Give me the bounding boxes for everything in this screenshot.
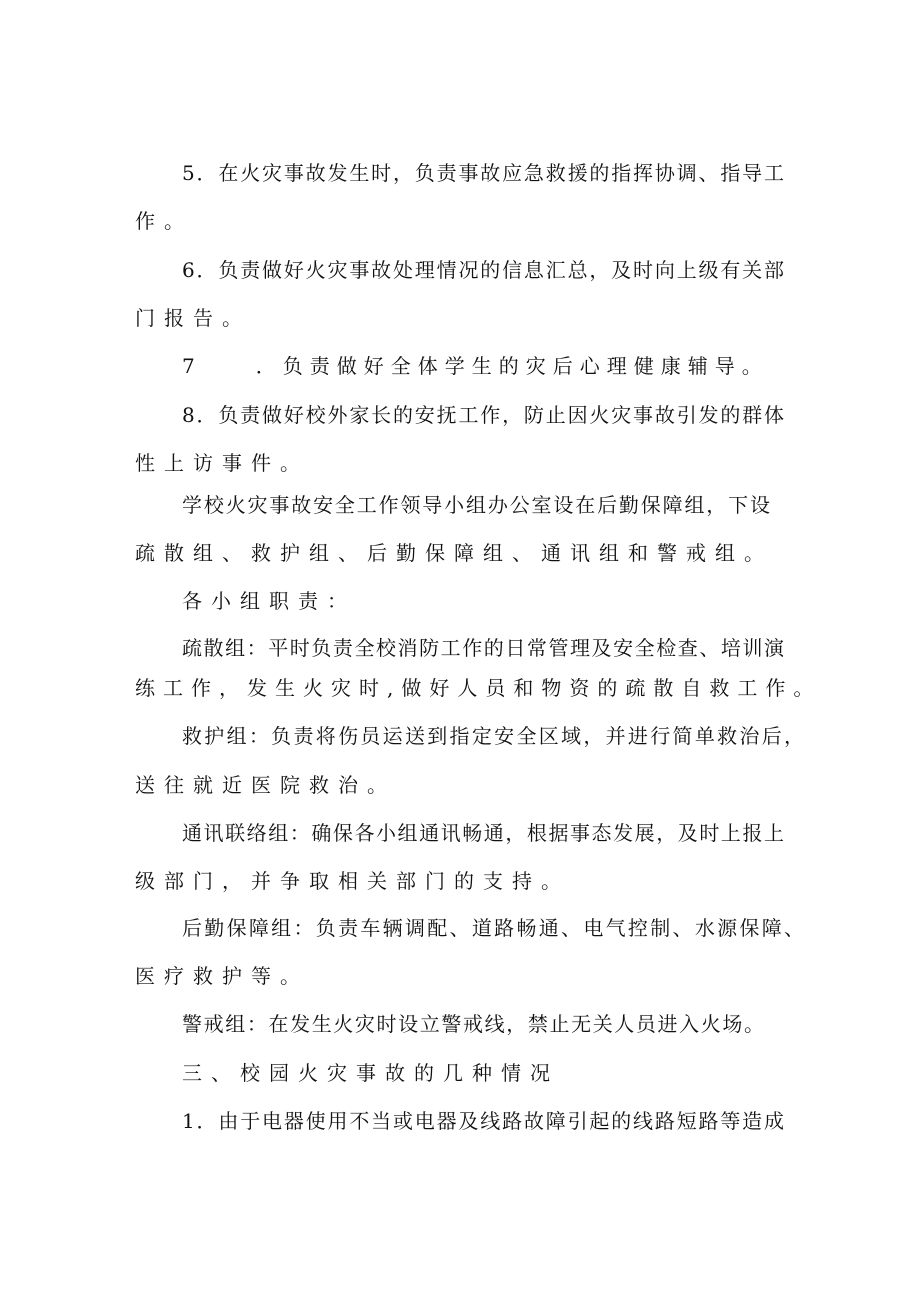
text-line: 后勤保障组：负责车辆调配、道路畅通、电气控制、水源保障、 [182,916,804,940]
text-line: 作。 [135,209,193,233]
text-line: 6．负责做好火灾事故处理情况的信息汇总，及时向上级有关部 [182,258,784,282]
text-line: 8．负责做好校外家长的安抚工作，防止因火灾事故引发的群体 [182,403,784,427]
text-line: 练工作，发生火灾时,做好人员和物资的疏散自救工作。 [135,676,822,700]
text-line: 送往就近医院救治。 [135,773,396,797]
text-line: 救护组：负责将伤员运送到指定安全区域，并进行简单救治后， [182,724,804,748]
text-line: 级部门，并争取相关部门的支持。 [135,869,570,893]
text-line: 通讯联络组：确保各小组通讯畅通，根据事态发展，及时上报上 [182,821,784,845]
text-line: 1．由于电器使用不当或电器及线路故障引起的线路短路等造成 [182,1109,784,1133]
text-line: 门报告。 [135,306,251,330]
text-line: 疏散组：平时负责全校消防工作的日常管理及安全检查、培训演 [182,636,784,660]
text-line: 性上访事件。 [135,451,309,475]
text-line: 7 ．负责做好全体学生的灾后心理健康辅导。 [182,354,769,378]
text-line: 医疗救护等。 [135,964,309,988]
text-line: 警戒组：在发生火灾时设立警戒线，禁止无关人员进入火场。 [182,1012,764,1036]
text-line: 学校火灾事故安全工作领导小组办公室设在后勤保障组，下设 [182,493,770,517]
text-line: 疏散组、救护组、后勤保障组、通讯组和警戒组。 [135,541,773,565]
text-line: 三、校园火灾事故的几种情况 [182,1061,559,1085]
text-line: 各小组职责： [182,589,356,613]
text-line: 5．在火灾事故发生时，负责事故应急救援的指挥协调、指导工 [182,161,784,185]
